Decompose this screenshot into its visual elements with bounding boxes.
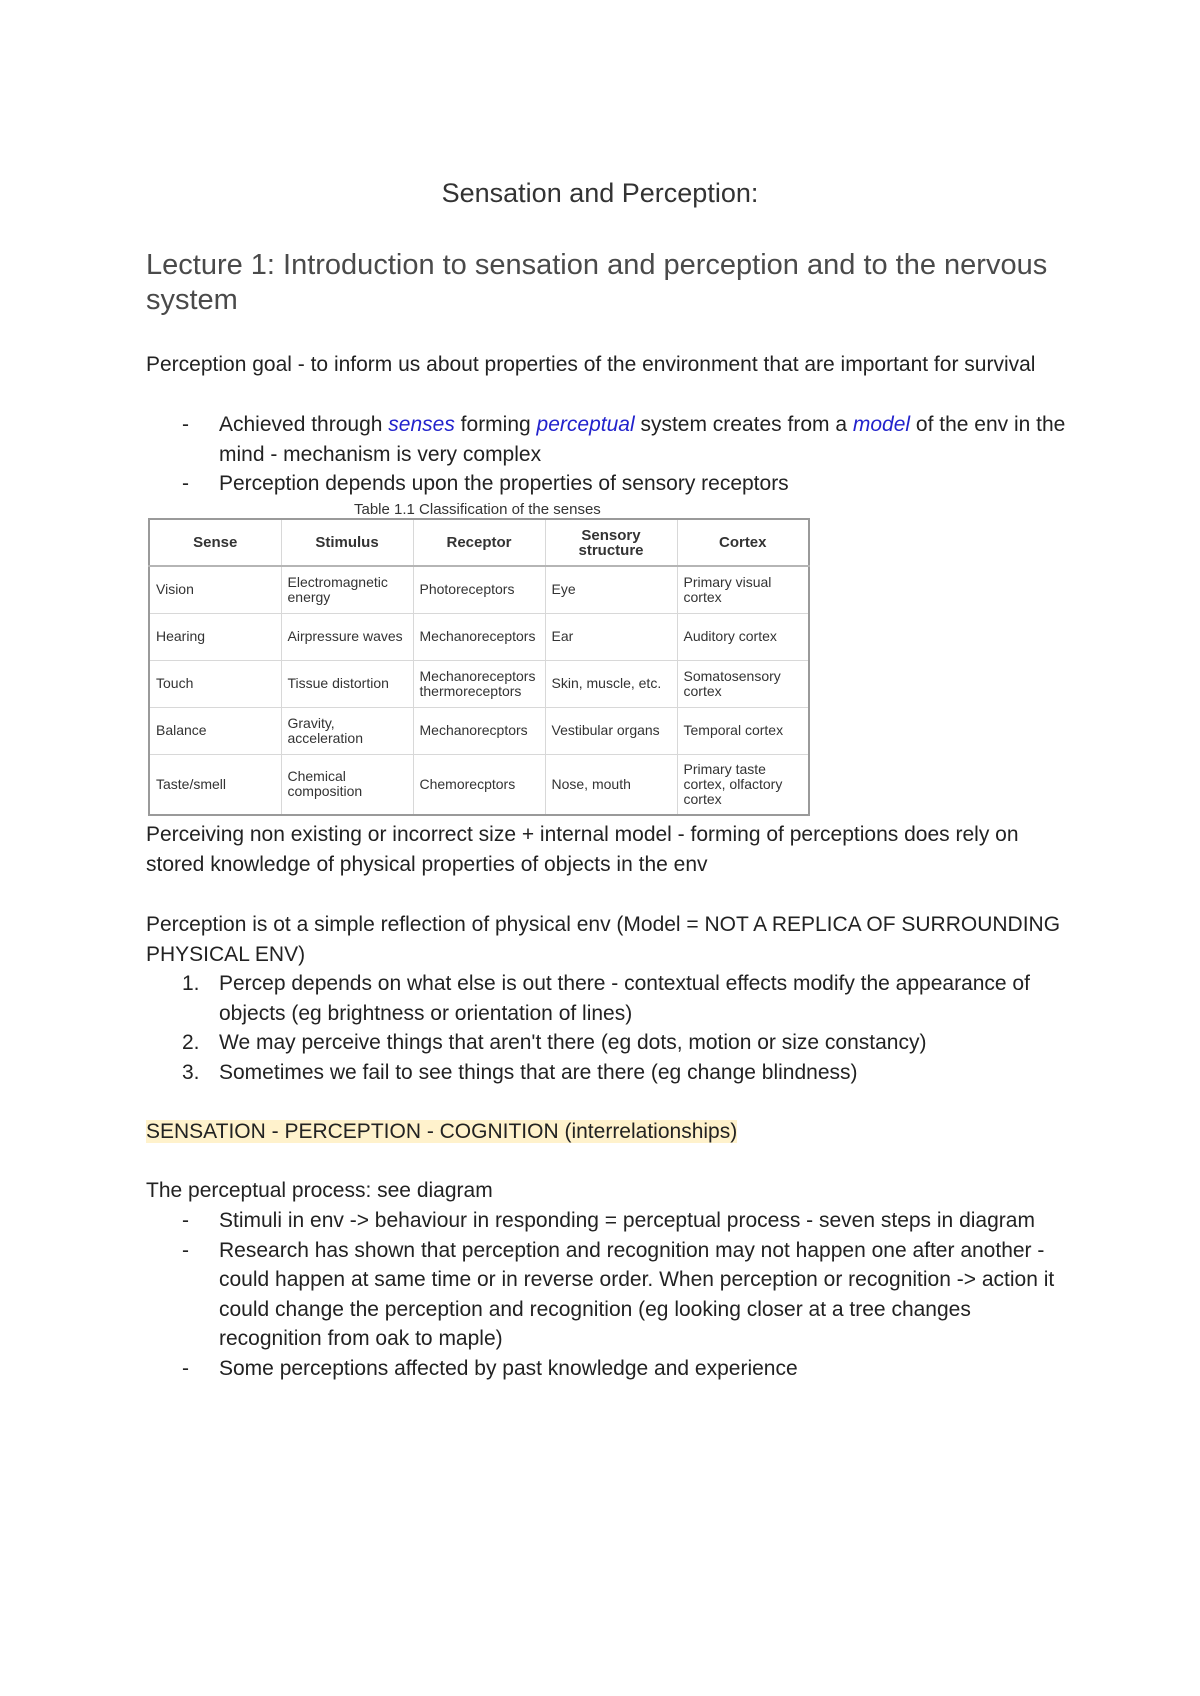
table-cell: Nose, mouth — [545, 754, 677, 815]
table-cell: Chemical composition — [281, 754, 413, 815]
table-cell: Taste/smell — [149, 754, 281, 815]
table-cell: Gravity, acceleration — [281, 707, 413, 754]
table-cell: Temporal cortex — [677, 707, 809, 754]
text-run: system creates from a — [634, 413, 853, 436]
table-cell: Vision — [149, 566, 281, 613]
table-cell: Eye — [545, 566, 677, 613]
text-run: Achieved through — [219, 413, 389, 436]
table-header-row — [149, 519, 809, 566]
list-item-text: Research has shown that perception and recognition may not happen one after another - could happen at same time or in reverse order. When perception or recognition -> action it could change the perception and recognition (eg looking closer at a tree changes recognition from oak to maple) — [219, 1238, 1055, 1351]
table-cell: Mechanorecptors — [413, 707, 545, 754]
table-cell: Skin, muscle, etc. — [545, 660, 677, 707]
list-item — [146, 1354, 1076, 1384]
table-row — [149, 613, 809, 660]
list-item — [146, 969, 1076, 1028]
highlighted-line — [146, 1117, 1076, 1147]
perceiving-paragraph: Perceiving non existing or incorrect size + internal model - forming of perceptions does rely on stored knowledge of physical properties of objects in the env — [146, 823, 1019, 876]
number-marker: 1. — [182, 972, 200, 995]
table-cell: Primary taste cortex, olfactory cortex — [677, 754, 809, 815]
bullet-marker: - — [182, 1209, 189, 1232]
intro-paragraph: Perception goal - to inform us about properties of the environment that are important for survival — [146, 353, 1036, 376]
list-item — [146, 469, 1076, 499]
table-cell: Hearing — [149, 613, 281, 660]
table-caption: Table 1.1 Classification of the senses — [354, 501, 601, 518]
column-header-sense: Sense — [149, 519, 281, 566]
table-cell: Electromagnetic energy — [281, 566, 413, 613]
highlight-text: SENSATION - PERCEPTION - COGNITION (interrelationships) — [146, 1120, 738, 1143]
emphasis-perceptual: perceptual — [536, 413, 635, 436]
document-title: Sensation and Perception: — [441, 178, 759, 208]
list-item — [146, 1028, 1076, 1058]
table-cell: Ear — [545, 613, 677, 660]
list-item-text: Percep depends on what else is out there - contextual effects modify the appearance of objects (eg brightness or orientation of lines) — [219, 972, 1030, 1025]
model-numbered-list — [146, 969, 1076, 1087]
table-cell: Photoreceptors — [413, 566, 545, 613]
column-header-sensory-structure: Sensory structure — [545, 519, 677, 566]
table-cell: Chemorecptors — [413, 754, 545, 815]
bullet-marker: - — [182, 413, 189, 436]
bullet-marker: - — [182, 1238, 189, 1262]
number-marker: 2. — [182, 1031, 200, 1055]
bullet-marker: - — [182, 472, 189, 496]
table-row — [149, 754, 809, 815]
list-item — [146, 1206, 1076, 1236]
list-item-text: Some perceptions affected by past knowledge and experience — [219, 1356, 798, 1380]
table-cell: Vestibular organs — [545, 707, 677, 754]
bullet-marker: - — [182, 1356, 189, 1380]
text-run: of the env in the mind - mechanism is very complex — [219, 413, 1066, 466]
intro-bullet-list — [146, 410, 1076, 499]
lecture-heading: Lecture 1: Introduction to sensation and perception and to the nervous system — [146, 249, 1048, 316]
table-cell: Mechanoreceptors — [413, 613, 545, 660]
senses-table — [148, 518, 810, 816]
list-item — [146, 1058, 1076, 1088]
table-cell: Somatosensory cortex — [677, 660, 809, 707]
table-row — [149, 707, 809, 754]
list-item-text: Perception depends upon the properties of sensory receptors — [219, 472, 789, 496]
table-cell: Touch — [149, 660, 281, 707]
table-cell: Primary visual cortex — [677, 566, 809, 613]
column-header-receptor: Receptor — [413, 519, 545, 566]
table-cell: Tissue distortion — [281, 660, 413, 707]
table-cell: Auditory cortex — [677, 613, 809, 660]
list-item — [146, 410, 1076, 469]
number-marker: 3. — [182, 1060, 200, 1084]
list-item-text: Sometimes we fail to see things that are there (eg change blindness) — [219, 1060, 858, 1084]
table-row — [149, 566, 809, 613]
column-header-stimulus: Stimulus — [281, 519, 413, 566]
process-bullet-list — [146, 1206, 1076, 1384]
emphasis-model: model — [852, 413, 911, 436]
table-cell: Balance — [149, 707, 281, 754]
process-paragraph: The perceptual process: see diagram — [146, 1179, 493, 1202]
list-item — [146, 1236, 1076, 1354]
table-cell: Mechanoreceptors thermoreceptors — [413, 660, 545, 707]
model-paragraph: Perception is ot a simple reflection of physical env (Model = NOT A REPLICA OF SURROUNDING PHYSICAL ENV) — [146, 913, 1061, 966]
table-row — [149, 660, 809, 707]
text-run: forming — [454, 413, 537, 436]
table-cell: Airpressure waves — [281, 613, 413, 660]
list-item-text: Stimuli in env -> behaviour in responding = perceptual process - seven steps in diagram — [219, 1209, 1035, 1232]
emphasis-senses: senses — [388, 413, 455, 436]
column-header-cortex: Cortex — [677, 519, 809, 566]
list-item-text: We may perceive things that aren't there (eg dots, motion or size constancy) — [219, 1031, 927, 1055]
